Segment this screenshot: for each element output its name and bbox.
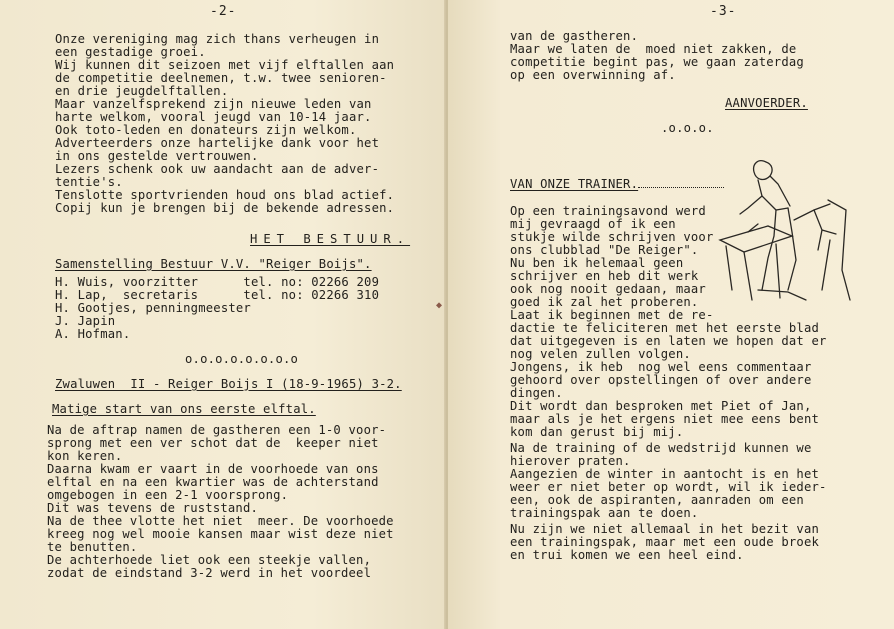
text-line: Wij kunnen dit seizoen met vijf elftallen aan [55,58,395,72]
text-line: en drie jeugdelftallen. [55,84,229,98]
text-line: goed ik zal het proberen. [510,295,699,309]
text-line: De achterhoede liet ook een steekje vallen, [47,553,372,567]
text-line: weer er niet beter op wordt, wil ik ieder- [510,480,827,494]
board-member: J. Japin [55,314,116,328]
text-line: Maar we laten de moed niet zakken, de [510,42,797,56]
text-line: de competitie deelnemen, t.w. twee senioren- [55,71,387,85]
right-page [448,0,894,629]
text-line: dactie te feliciteren met het eerste blad [510,321,820,335]
board-member: H. Lap, secretaris tel. no: 02266 310 [55,288,380,302]
text-line: Onze vereniging mag zich thans verheugen in [55,32,380,46]
text-line: hierover praten. [510,454,631,468]
text-line: ook nog nooit gedaan, maar [510,282,706,296]
text-line: omgebogen in een 2-1 voorsprong. [47,488,289,502]
text-line: nog velen zullen volgen. [510,347,691,361]
captain-signature: AANVOERDER. [725,96,808,110]
text-line: Dit was tevens de ruststand. [47,501,259,515]
trainer-heading-text: VAN ONZE TRAINER. [510,177,639,191]
separator: o.o.o.o.o.o.o.o [185,352,299,366]
text-line: elftal en na een kwartier was de achterstand [47,475,379,489]
match-subtitle: Matige start van ons eerste elftal. [52,402,316,416]
text-line: Aangezien de winter in aantocht is en het [510,467,820,481]
text-line: Laat ik beginnen met de re- [510,308,714,322]
text-line: maar als je het ergens niet mee eens bent [510,412,820,426]
text-line: Daarna kwam er vaart in de voorhoede van ons [47,462,379,476]
board-signature: HET BESTUUR. [250,232,411,246]
text-line: een gestadige groei. [55,45,206,59]
board-member: A. Hofman. [55,327,131,341]
text-line: trainingspak aan te doen. [510,506,699,520]
text-line: sprong met een ver schot dat de keeper niet [47,436,379,450]
text-line: kon keren. [47,449,123,463]
text-line: gehoord over opstellingen of over andere [510,373,812,387]
text-line: kom dan gerust bij mij. [510,425,684,439]
text-line: een, ook de aspiranten, aanraden om een [510,493,804,507]
text-line: in ons gestelde vertrouwen. [55,149,259,163]
text-line: Na de training of de wedstrijd kunnen we [510,441,812,455]
text-line: competitie begint pas, we gaan zaterdag [510,55,804,69]
board-heading: Samenstelling Bestuur V.V. "Reiger Boijs". [55,257,372,271]
text-line: Ook toto-leden en donateurs zijn welkom. [55,123,357,137]
text-line: Na de aftrap namen de gastheren een 1-0 voor- [47,423,387,437]
text-line: ons clubblad "De Reiger". [510,243,699,257]
text-line: op een overwinning af. [510,68,676,82]
text-line: zodat de eindstand 3-2 werd in het voordeel [47,566,372,580]
left-page [0,0,446,629]
page-number-right: -3- [710,4,737,19]
staple-mark: ◆ [436,300,443,311]
board-member: H. Gootjes, penningmeester [55,301,251,315]
text-line: stukje wilde schrijven voor [510,230,714,244]
text-line: tentie's. [55,175,123,189]
dotted-leader [638,178,724,188]
text-line: Adverteerders onze hartelijke dank voor het [55,136,380,150]
text-line: Nu zijn we niet allemaal in het bezit van [510,522,820,536]
text-line: Jongens, ik heb nog wel eens commentaar [510,360,812,374]
text-line: en trui komen we een heel eind. [510,548,744,562]
board-member: H. Wuis, voorzitter tel. no: 02266 209 [55,275,380,289]
text-line: Lezers schenk ook uw aandacht aan de adver- [55,162,380,176]
text-line: kreeg nog wel mooie kansen maar wist deze niet [47,527,394,541]
trainer-heading [510,178,724,191]
text-line: dat uitgegeven is en laten we hopen dat er [510,334,827,348]
text-line: Op een trainingsavond werd [510,204,706,218]
text-line: mij gevraagd of ik een [510,217,676,231]
page-number-left: -2- [210,4,237,19]
text-line: Maar vanzelfsprekend zijn nieuwe leden van [55,97,372,111]
text-line: Nu ben ik helemaal geen [510,256,684,270]
text-line: harte welkom, vooral jeugd van 10-14 jaar. [55,110,372,124]
text-line: te benutten. [47,540,138,554]
text-line: Na de thee vlotte het niet meer. De voorhoede [47,514,394,528]
separator: .o.o.o. [661,121,714,135]
text-line: Copij kun je brengen bij de bekende adressen. [55,201,395,215]
text-line: dingen. [510,386,563,400]
text-line: schrijver en heb dit werk [510,269,699,283]
text-line: een trainingspak, maar met een oude broek [510,535,820,549]
match-title: Zwaluwen II - Reiger Boijs I (18-9-1965) 3-2. [55,377,402,391]
text-line: van de gastheren. [510,29,639,43]
text-line: Tenslotte sportvrienden houd ons blad actief. [55,188,395,202]
text-line: Dit wordt dan besproken met Piet of Jan, [510,399,812,413]
writer-sketch-icon [718,150,858,315]
